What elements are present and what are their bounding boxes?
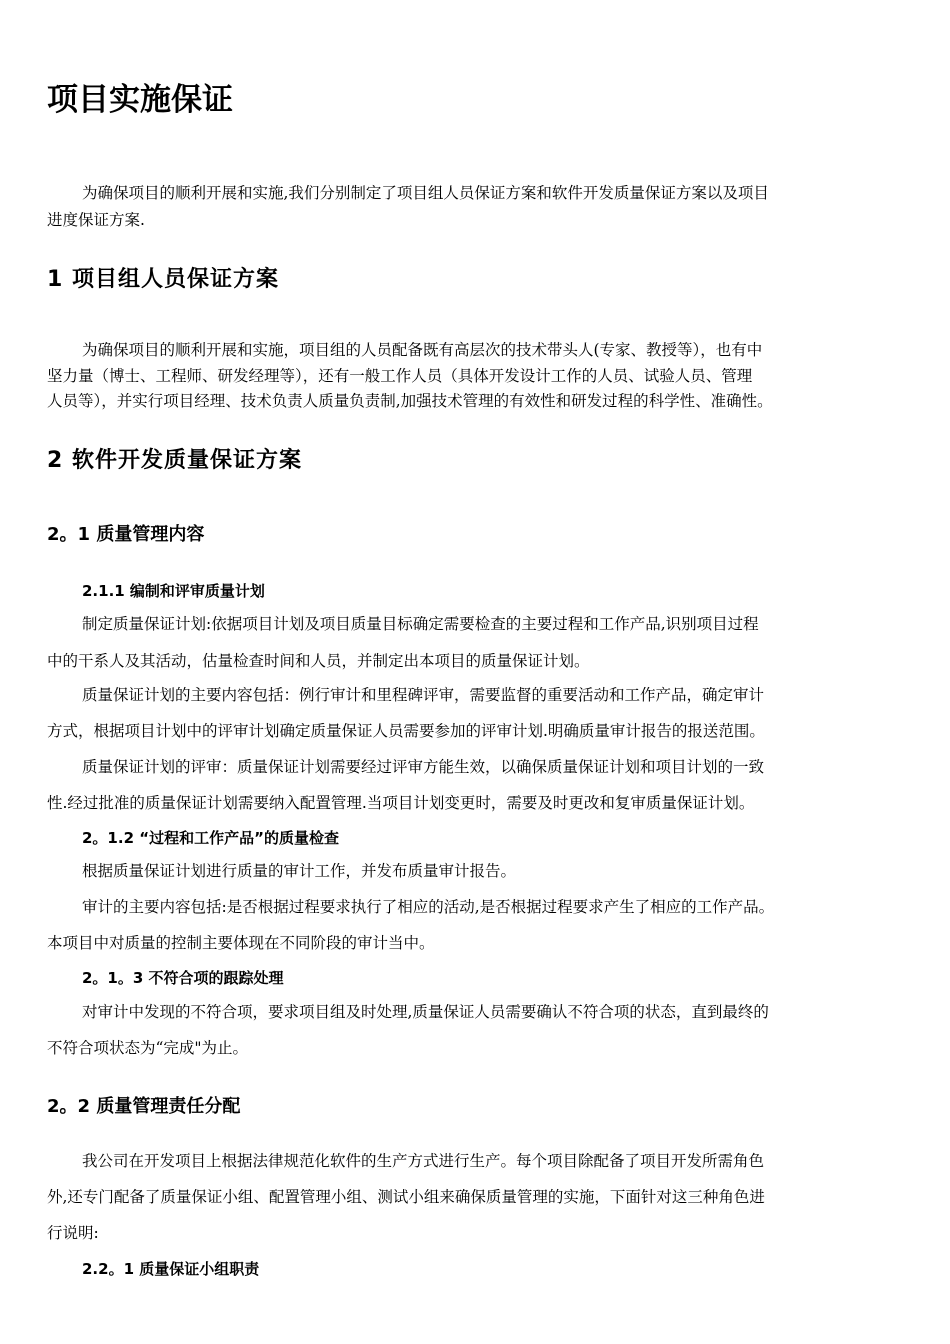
section-2-1-3-heading: 2。1。3 不符合项的跟踪处理 <box>82 969 284 987</box>
paragraph-line: 中的干系人及其活动，估量检查时间和人员，并制定出本项目的质量保证计划。 <box>47 652 590 670</box>
paragraph-line: 性.经过批准的质量保证计划需要纳入配置管理.当项目计划变更时，需要及时更改和复审质量保证计划。 <box>47 794 755 812</box>
paragraph-line: 外,还专门配备了质量保证小组、配置管理小组、测试小组来确保质量管理的实施，下面针对这三种角色进 <box>47 1188 765 1206</box>
section-2-heading: 2 软件开发质量保证方案 <box>47 448 302 473</box>
paragraph-line: 制定质量保证计划:依据项目计划及项目质量目标确定需要检查的主要过程和工作产品,识别项目过程 <box>82 615 759 633</box>
paragraph-line: 行说明: <box>47 1224 99 1242</box>
paragraph-line: 根据质量保证计划进行质量的审计工作，并发布质量审计报告。 <box>82 862 517 880</box>
intro-line: 进度保证方案. <box>47 211 145 229</box>
section-1-heading: 1 项目组人员保证方案 <box>47 267 279 292</box>
section-1-line: 人员等），并实行项目经理、技术负责人质量负责制,加强技术管理的有效性和研发过程的科学性、准确性。 <box>47 392 773 410</box>
paragraph-line: 质量保证计划的评审：质量保证计划需要经过评审方能生效，以确保质量保证计划和项目计划的一致 <box>82 758 765 776</box>
intro-line: 为确保项目的顺利开展和实施,我们分别制定了项目组人员保证方案和软件开发质量保证方案以及项目 <box>82 184 769 202</box>
paragraph-line: 质量保证计划的主要内容包括：例行审计和里程碑评审，需要监督的重要活动和工作产品，确定审计 <box>82 686 765 704</box>
paragraph-line: 对审计中发现的不符合项，要求项目组及时处理,质量保证人员需要确认不符合项的状态，直到最终的 <box>82 1003 769 1021</box>
section-2-2-heading: 2。2 质量管理责任分配 <box>47 1096 241 1117</box>
section-2-1-1-heading: 2.1.1 编制和评审质量计划 <box>82 582 265 600</box>
section-2-1-heading: 2。1 质量管理内容 <box>47 524 205 545</box>
paragraph-line: 本项目中对质量的控制主要体现在不同阶段的审计当中。 <box>47 934 435 952</box>
document-title: 项目实施保证 <box>47 82 233 118</box>
paragraph-line: 方式，根据项目计划中的评审计划确定质量保证人员需要参加的评审计划.明确质量审计报告的报送范围。 <box>47 722 765 740</box>
section-1-line: 坚力量（博士、工程师、研发经理等），还有一般工作人员（具体开发设计工作的人员、试验人员、管理 <box>47 367 753 385</box>
section-1-line: 为确保项目的顺利开展和实施，项目组的人员配备既有高层次的技术带头人(专家、教授等），也有中 <box>82 341 763 359</box>
paragraph-line: 审计的主要内容包括:是否根据过程要求执行了相应的活动,是否根据过程要求产生了相应的工作产品。 <box>82 898 775 916</box>
paragraph-line: 不符合项状态为“完成"为止。 <box>47 1039 249 1057</box>
section-2-2-1-heading: 2.2。1 质量保证小组职责 <box>82 1260 260 1278</box>
section-2-1-2-heading: 2。1.2 “过程和工作产品”的质量检查 <box>82 829 339 847</box>
paragraph-line: 我公司在开发项目上根据法律规范化软件的生产方式进行生产。每个项目除配备了项目开发所需角色 <box>82 1152 765 1170</box>
